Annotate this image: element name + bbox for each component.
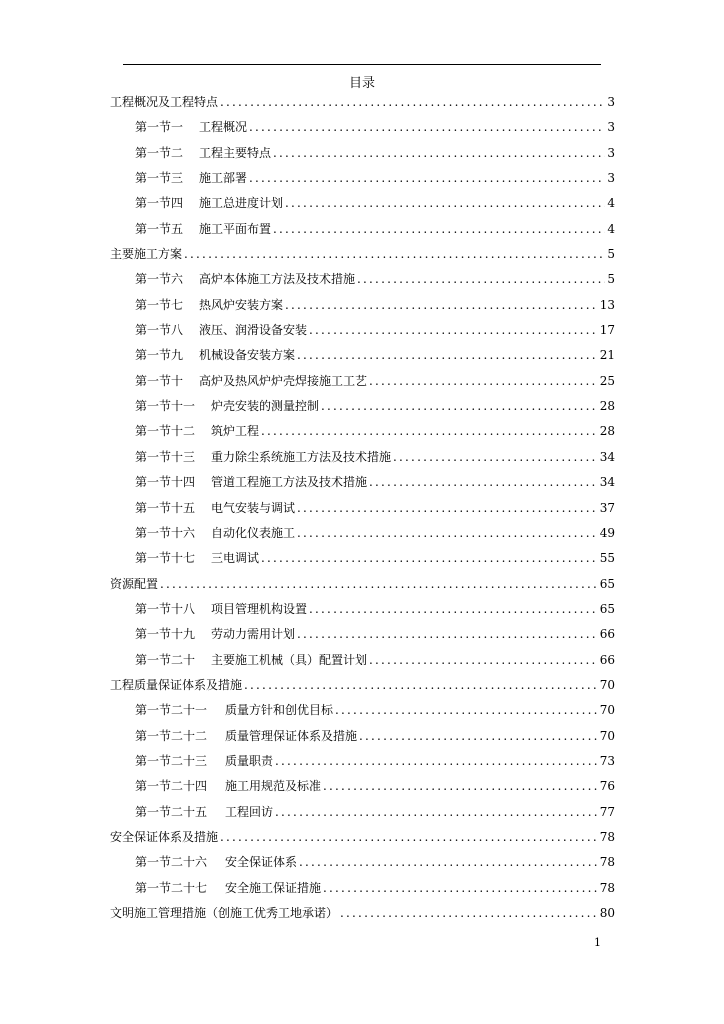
toc-entry-section-number: 第一节一: [135, 120, 184, 135]
toc-entry-page-number: 66: [599, 627, 615, 642]
toc-dot-leader: [273, 145, 605, 161]
toc-entry-title: 安全保证体系: [225, 855, 298, 870]
toc-dot-leader: [275, 804, 598, 820]
toc-entry-title: 项目管理机构设置: [211, 601, 308, 616]
toc-entry-title: 筑炉工程: [211, 424, 260, 439]
toc-entry-title: 工程主要特点: [199, 145, 272, 160]
toc-entry-title: 质量管理保证体系及措施: [225, 728, 358, 743]
toc-dot-leader: [220, 94, 605, 110]
toc-dot-leader: [321, 398, 598, 414]
toc-entry-title: 炉壳安装的测量控制: [211, 399, 320, 414]
toc-entry[interactable]: [110, 195, 615, 220]
toc-entry-title: 安全施工保证措施: [225, 880, 322, 895]
toc-entry-page-number: 78: [599, 880, 615, 895]
toc-entry-title: 安全保证体系及措施: [110, 829, 219, 844]
toc-entry[interactable]: [110, 500, 615, 525]
toc-dot-leader: [297, 525, 598, 541]
toc-entry[interactable]: [110, 576, 615, 601]
toc-entry-page-number: 65: [599, 601, 615, 616]
toc-entry-page-number: 78: [599, 855, 615, 870]
toc-dot-leader: [369, 474, 598, 490]
toc-dot-leader: [184, 246, 605, 262]
toc-dot-leader: [335, 702, 598, 718]
toc-entry[interactable]: [110, 550, 615, 575]
toc-entry-section-number: 第一节二十五: [135, 804, 208, 819]
toc-entry-title: 施工总进度计划: [199, 196, 284, 211]
toc-entry-title: 工程回访: [225, 804, 274, 819]
toc-entry-page-number: 4: [607, 221, 615, 236]
toc-entry-title: 质量方针和创优目标: [225, 703, 334, 718]
toc-entry-page-number: 77: [599, 804, 615, 819]
toc-dot-leader: [297, 500, 598, 516]
toc-entry-section-number: 第一节二十四: [135, 779, 208, 794]
toc-entry-title: 主要施工机械（具）配置计划: [211, 652, 368, 667]
toc-entry-section-number: 第一节九: [135, 348, 184, 363]
toc-entry-page-number: 73: [599, 753, 615, 768]
toc-dot-leader: [244, 677, 598, 693]
toc-entry-page-number: 55: [599, 551, 615, 566]
toc-dot-leader: [297, 626, 598, 642]
toc-entry-page-number: 13: [599, 297, 615, 312]
toc-entry-page-number: 28: [599, 424, 615, 439]
toc-entry[interactable]: [110, 94, 615, 119]
toc-entry-page-number: 28: [599, 399, 615, 414]
toc-dot-leader: [299, 854, 598, 870]
toc-entry-page-number: 70: [599, 703, 615, 718]
toc-dot-leader: [160, 576, 598, 592]
toc-entry-section-number: 第一节十六: [135, 525, 196, 540]
toc-entry-section-number: 第一节十二: [135, 424, 196, 439]
toc-entry-page-number: 66: [599, 652, 615, 667]
toc-dot-leader: [309, 322, 598, 338]
toc-entry-section-number: 第一节十三: [135, 449, 196, 464]
toc-entry-page-number: 49: [599, 525, 615, 540]
toc-entry-section-number: 第一节十四: [135, 475, 196, 490]
toc-dot-leader: [309, 601, 598, 617]
toc-dot-leader: [369, 373, 598, 389]
toc-entry-title: 文明施工管理措施（创施工优秀工地承诺）: [110, 906, 339, 920]
toc-entry-section-number: 第一节二十六: [135, 855, 208, 870]
toc-entry-title: 劳动力需用计划: [211, 627, 296, 642]
toc-entry[interactable]: [110, 778, 615, 803]
toc-entry-page-number: 34: [599, 449, 615, 464]
toc-dot-leader: [297, 347, 598, 363]
toc-entry-section-number: 第一节二十二: [135, 728, 208, 743]
toc-entry-section-number: 第一节十五: [135, 500, 196, 515]
toc-entry-title: 资源配置: [110, 576, 159, 591]
toc-dot-leader: [261, 550, 598, 566]
toc-entry-title: 重力除尘系统施工方法及技术措施: [211, 449, 392, 464]
toc-entry[interactable]: [110, 905, 615, 930]
toc-entry-page-number: 5: [607, 272, 615, 287]
toc-dot-leader: [357, 271, 605, 287]
toc-entry-page-number: 65: [599, 576, 615, 591]
toc-dot-leader: [323, 778, 598, 794]
toc-entry-title: 质量职责: [225, 753, 274, 768]
toc-entry-page-number: 21: [599, 348, 615, 363]
toc-entry-title: 机械设备安装方案: [199, 348, 296, 363]
toc-entry-section-number: 第一节八: [135, 323, 184, 338]
toc-entry[interactable]: [110, 677, 615, 702]
toc-entry-title: 施工平面布置: [199, 221, 272, 236]
toc-dot-leader: [323, 880, 598, 896]
toc-entry[interactable]: [110, 449, 615, 474]
toc-entry-title: 管道工程施工方法及技术措施: [211, 475, 368, 490]
toc-entry[interactable]: [110, 423, 615, 448]
toc-entry-section-number: 第一节二十三: [135, 753, 208, 768]
toc-entry-title: 自动化仪表施工: [211, 525, 296, 540]
toc-entry-title: 热风炉安装方案: [199, 297, 284, 312]
toc-entry[interactable]: [110, 829, 615, 854]
toc-entry-title: 工程概况: [199, 120, 248, 135]
toc-entry[interactable]: [110, 170, 615, 195]
toc-dot-leader: [285, 195, 605, 211]
toc-entry-title: 高炉本体施工方法及技术措施: [199, 272, 356, 287]
toc-dot-leader: [273, 221, 605, 237]
toc-entry[interactable]: [110, 373, 615, 398]
toc-entry-section-number: 第一节二十一: [135, 703, 208, 718]
toc-entry[interactable]: [110, 652, 615, 677]
toc-entry[interactable]: [110, 297, 615, 322]
toc-entry-title: 施工部署: [199, 171, 248, 186]
toc-entry-title: 主要施工方案: [110, 247, 183, 262]
page-number: 1: [594, 936, 601, 949]
toc-entry-section-number: 第一节六: [135, 272, 184, 287]
toc-entry[interactable]: [110, 145, 615, 170]
toc-entry[interactable]: [110, 880, 615, 905]
toc-entry-section-number: 第一节二十七: [135, 880, 208, 895]
toc-entry-section-number: 第一节五: [135, 221, 184, 236]
toc-dot-leader: [220, 829, 598, 845]
table-of-contents: [110, 94, 615, 930]
toc-entry-section-number: 第一节七: [135, 297, 184, 312]
toc-entry[interactable]: [110, 322, 615, 347]
toc-dot-leader: [369, 652, 598, 668]
toc-entry[interactable]: [110, 246, 615, 271]
toc-entry[interactable]: [110, 728, 615, 753]
toc-entry-title: 高炉及热风炉炉壳焊接施工工艺: [199, 373, 368, 388]
toc-entry-page-number: 70: [599, 728, 615, 743]
toc-entry[interactable]: [110, 525, 615, 550]
toc-entry-page-number: 3: [607, 145, 615, 160]
toc-entry[interactable]: [110, 804, 615, 829]
toc-entry-section-number: 第一节十七: [135, 551, 196, 566]
toc-entry-page-number: 70: [599, 677, 615, 692]
toc-entry-page-number: 37: [599, 500, 615, 515]
toc-dot-leader: [285, 297, 598, 313]
toc-entry-title: 液压、润滑设备安装: [199, 323, 308, 338]
toc-entry-title: 施工用规范及标准: [225, 779, 322, 794]
toc-dot-leader: [249, 119, 605, 135]
toc-entry[interactable]: [110, 601, 615, 626]
toc-entry-page-number: 3: [607, 95, 615, 109]
toc-entry-page-number: 17: [599, 323, 615, 338]
toc-entry-page-number: 76: [599, 779, 615, 794]
toc-entry-page-number: 3: [607, 171, 615, 186]
toc-entry-section-number: 第一节二: [135, 145, 184, 160]
toc-entry-title: 工程质量保证体系及措施: [110, 677, 243, 692]
toc-entry-section-number: 第一节三: [135, 171, 184, 186]
toc-dot-leader: [275, 753, 598, 769]
toc-entry-page-number: 80: [599, 906, 615, 920]
toc-entry-section-number: 第一节十: [135, 373, 184, 388]
toc-dot-leader: [249, 170, 605, 186]
toc-entry-section-number: 第一节十一: [135, 399, 196, 414]
toc-entry[interactable]: [110, 702, 615, 727]
toc-title: 目录: [348, 76, 375, 91]
toc-entry-page-number: 78: [599, 829, 615, 844]
toc-entry[interactable]: [110, 753, 615, 778]
toc-entry-page-number: 34: [599, 475, 615, 490]
toc-entry[interactable]: [110, 398, 615, 423]
header-rule: [123, 64, 601, 65]
toc-entry-page-number: 25: [599, 373, 615, 388]
toc-entry-section-number: 第一节十九: [135, 627, 196, 642]
toc-entry[interactable]: [110, 626, 615, 651]
toc-entry[interactable]: [110, 271, 615, 296]
toc-entry[interactable]: [110, 347, 615, 372]
toc-dot-leader: [340, 905, 598, 921]
toc-entry[interactable]: [110, 854, 615, 879]
toc-entry[interactable]: [110, 119, 615, 144]
toc-entry[interactable]: [110, 221, 615, 246]
toc-dot-leader: [261, 423, 598, 439]
toc-entry-page-number: 4: [607, 196, 615, 211]
toc-entry-title: 三电调试: [211, 551, 260, 566]
toc-entry-section-number: 第一节十八: [135, 601, 196, 616]
toc-entry-section-number: 第一节二十: [135, 652, 196, 667]
toc-entry-page-number: 3: [607, 120, 615, 135]
toc-entry[interactable]: [110, 474, 615, 499]
toc-entry-section-number: 第一节四: [135, 196, 184, 211]
toc-dot-leader: [393, 449, 598, 465]
toc-entry-page-number: 5: [607, 247, 615, 262]
toc-entry-title: 电气安装与调试: [211, 500, 296, 515]
toc-entry-title: 工程概况及工程特点: [110, 95, 219, 109]
toc-dot-leader: [359, 728, 598, 744]
